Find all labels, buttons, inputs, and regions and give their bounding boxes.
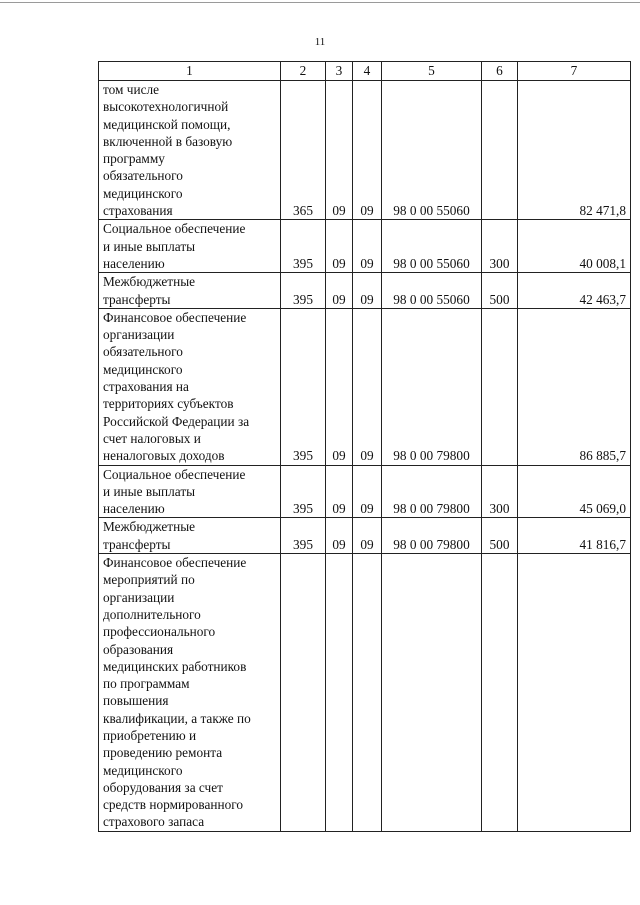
row-code-6: 300	[482, 465, 518, 518]
row-code-2: 395	[281, 273, 326, 309]
table-row	[99, 465, 631, 518]
row-amount: 45 069,0	[518, 465, 631, 518]
row-code-5: 98 0 00 79800	[382, 308, 482, 465]
header-col-4: 4	[353, 62, 382, 81]
row-code-6: 500	[482, 273, 518, 309]
row-code-4: 09	[353, 220, 382, 273]
row-code-4: 09	[353, 465, 382, 518]
row-code-6: 300	[482, 220, 518, 273]
row-code-4	[353, 554, 382, 832]
header-col-6: 6	[482, 62, 518, 81]
row-name: Социальное обеспечение и иные выплаты населению	[99, 220, 281, 273]
row-code-2: 395	[281, 465, 326, 518]
row-amount: 82 471,8	[518, 81, 631, 220]
table-row	[99, 308, 631, 465]
row-code-4: 09	[353, 518, 382, 554]
row-code-6: 500	[482, 518, 518, 554]
row-code-5: 98 0 00 55060	[382, 273, 482, 309]
header-col-7: 7	[518, 62, 631, 81]
row-code-3: 09	[326, 518, 353, 554]
row-code-2: 395	[281, 308, 326, 465]
row-name: Финансовое обеспечение организации обязательного медицинского страхования на территориях субъектов Российской Федерации за счет налоговых и неналоговых доходов	[99, 308, 281, 465]
budget-table	[98, 61, 631, 832]
row-code-5: 98 0 00 79800	[382, 465, 482, 518]
header-col-3: 3	[326, 62, 353, 81]
row-code-6	[482, 554, 518, 832]
row-code-2	[281, 554, 326, 832]
row-code-4: 09	[353, 273, 382, 309]
row-code-3: 09	[326, 465, 353, 518]
row-code-6	[482, 308, 518, 465]
table-row	[99, 273, 631, 309]
row-code-3: 09	[326, 220, 353, 273]
row-code-5: 98 0 00 55060	[382, 81, 482, 220]
row-name: том числе высокотехнологичной медицинской помощи, включенной в базовую программу обязательного медицинского страхования	[99, 81, 281, 220]
table-row	[99, 220, 631, 273]
header-col-2: 2	[281, 62, 326, 81]
row-code-2: 395	[281, 220, 326, 273]
row-name: Финансовое обеспечение мероприятий по организации дополнительного профессионального образования медицинских работников по программам повышения квалификации, а также по приобретению и проведению ремонта медицинского оборудования за счет средств нормированного страхового запаса	[99, 554, 281, 832]
row-code-5: 98 0 00 79800	[382, 518, 482, 554]
row-code-3	[326, 554, 353, 832]
row-code-5	[382, 554, 482, 832]
table-row	[99, 81, 631, 220]
row-name: Межбюджетные трансферты	[99, 273, 281, 309]
row-code-4: 09	[353, 81, 382, 220]
row-amount: 42 463,7	[518, 273, 631, 309]
header-col-5: 5	[382, 62, 482, 81]
row-code-6	[482, 81, 518, 220]
row-code-4: 09	[353, 308, 382, 465]
row-amount: 86 885,7	[518, 308, 631, 465]
row-code-2: 395	[281, 518, 326, 554]
header-col-1: 1	[99, 62, 281, 81]
header-row	[99, 62, 631, 81]
row-amount: 40 008,1	[518, 220, 631, 273]
table-row	[99, 554, 631, 832]
row-amount	[518, 554, 631, 832]
top-border-line	[0, 2, 640, 3]
page-number: 11	[314, 36, 326, 48]
row-code-3: 09	[326, 273, 353, 309]
row-code-5: 98 0 00 55060	[382, 220, 482, 273]
row-code-2: 365	[281, 81, 326, 220]
row-amount: 41 816,7	[518, 518, 631, 554]
table-row	[99, 518, 631, 554]
row-name: Межбюджетные трансферты	[99, 518, 281, 554]
row-code-3: 09	[326, 308, 353, 465]
row-code-3: 09	[326, 81, 353, 220]
row-name: Социальное обеспечение и иные выплаты населению	[99, 465, 281, 518]
